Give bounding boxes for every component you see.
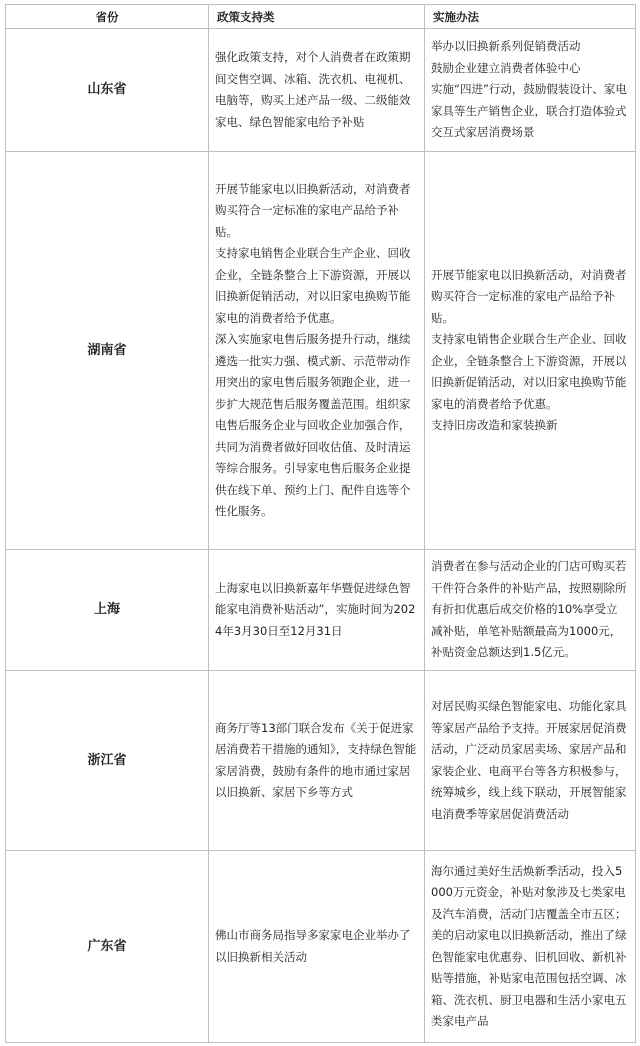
method-cell <box>425 29 636 152</box>
method-cell <box>425 851 636 1043</box>
table-row <box>6 152 636 550</box>
policy-text: 强化政策支持，对个人消费者在政策期间交售空调、冰箱、洗衣机、电视机、电脑等，购买上述产品一级、二级能效家电、绿色智能家电给予补贴 <box>215 50 411 129</box>
table-row <box>6 550 636 671</box>
province-cell: 湖南省 <box>6 152 209 550</box>
policy-text: 佛山市商务局指导多家家电企业举办了以旧换新相关活动 <box>215 928 411 964</box>
policy-text: 支持家电销售企业联合生产企业、回收企业，全链条整合上下游资源，开展以旧换新促销活动，对以旧家电换购节能家电的消费者给予优惠。 <box>215 246 411 325</box>
method-text: 实施“四进”行动，鼓励假装设计、家电家具等生产销售企业，联合打造体验式交互式家居消费场景 <box>431 82 627 140</box>
header-policy: 政策支持类 <box>209 5 425 29</box>
method-cell <box>425 152 636 550</box>
table-row <box>6 29 636 152</box>
policy-cell <box>209 152 425 550</box>
province-cell: 山东省 <box>6 29 209 152</box>
header-method: 实施办法 <box>425 5 636 29</box>
policy-cell <box>209 550 425 671</box>
policy-text: 开展节能家电以旧换新活动，对消费者购买符合一定标准的家电产品给予补贴。 <box>215 181 411 239</box>
method-text: 消费者在参与活动企业的门店可购买若干件符合条件的补贴产品，按照剔除所有折扣优惠后成交价格的10%享受立减补贴，单笔补贴额最高为1000元，补贴资金总额达到1.5亿元。 <box>431 559 627 660</box>
header-row <box>6 5 636 29</box>
method-text: 开展节能家电以旧换新活动，对消费者购买符合一定标准的家电产品给予补贴。 <box>431 267 627 325</box>
policy-cell <box>209 29 425 152</box>
method-cell <box>425 550 636 671</box>
table-row <box>6 671 636 851</box>
policy-cell <box>209 851 425 1043</box>
header-province: 省份 <box>6 5 209 29</box>
method-cell <box>425 671 636 851</box>
province-cell: 广东省 <box>6 851 209 1043</box>
province-cell: 上海 <box>6 550 209 671</box>
method-text: 支持家电销售企业联合生产企业、回收企业，全链条整合上下游资源，开展以旧换新促销活动，对以旧家电换购节能家电的消费者给予优惠。 <box>431 332 627 411</box>
policy-text: 商务厅等13部门联合发布《关于促进家居消费若干措施的通知》，支持绿色智能家居消费，鼓励有条件的地市通过家居以旧换新、家居下乡等方式 <box>215 720 417 799</box>
policy-text: 上海家电以旧换新嘉年华暨促进绿色智能家电消费补贴活动”，实施时间为2024年3月30日至12月31日 <box>215 580 416 638</box>
policy-cell <box>209 671 425 851</box>
policy-text: 深入实施家电售后服务提升行动，继续遴选一批实力强、模式新、示范带动作用突出的家电售后服务领跑企业，进一步扩大规范售后服务覆盖范围。组织家电售后服务企业与回收企业加强合作，共同为消费者做好回收估值、及时清运等综合服务。引导家电售后服务企业提供在线下单、预约上门、配件自选等个性化服务。 <box>215 332 411 518</box>
method-text: 举办以旧换新系列促销费活动 <box>431 39 581 54</box>
table-row <box>6 851 636 1043</box>
method-text: 鼓励企业建立消费者体验中心 <box>431 60 581 75</box>
method-text: 对居民购买绿色智能家电、功能化家具等家居产品给予支持。开展家居促消费活动，广泛动员家居卖场、家居产品和家装企业、电商平台等各方积极参与，统筹城乡，线上线下联动，开展智能家电消费季等家居促消费活动 <box>431 699 627 821</box>
method-text: 海尔通过美好生活焕新季活动，投入5000万元资金，补贴对象涉及七类家电及汽车消费，活动门店覆盖全市五区；美的启动家电以旧换新活动，推出了绿色智能家电优惠券、旧机回收、新机补贴等措施，补贴家电范围包括空调、冰箱、洗衣机、厨卫电器和生活小家电五类家电产品 <box>431 863 627 1028</box>
province-cell: 浙江省 <box>6 671 209 851</box>
policy-table <box>5 4 636 1043</box>
method-text: 支持旧房改造和家装换新 <box>431 418 558 432</box>
